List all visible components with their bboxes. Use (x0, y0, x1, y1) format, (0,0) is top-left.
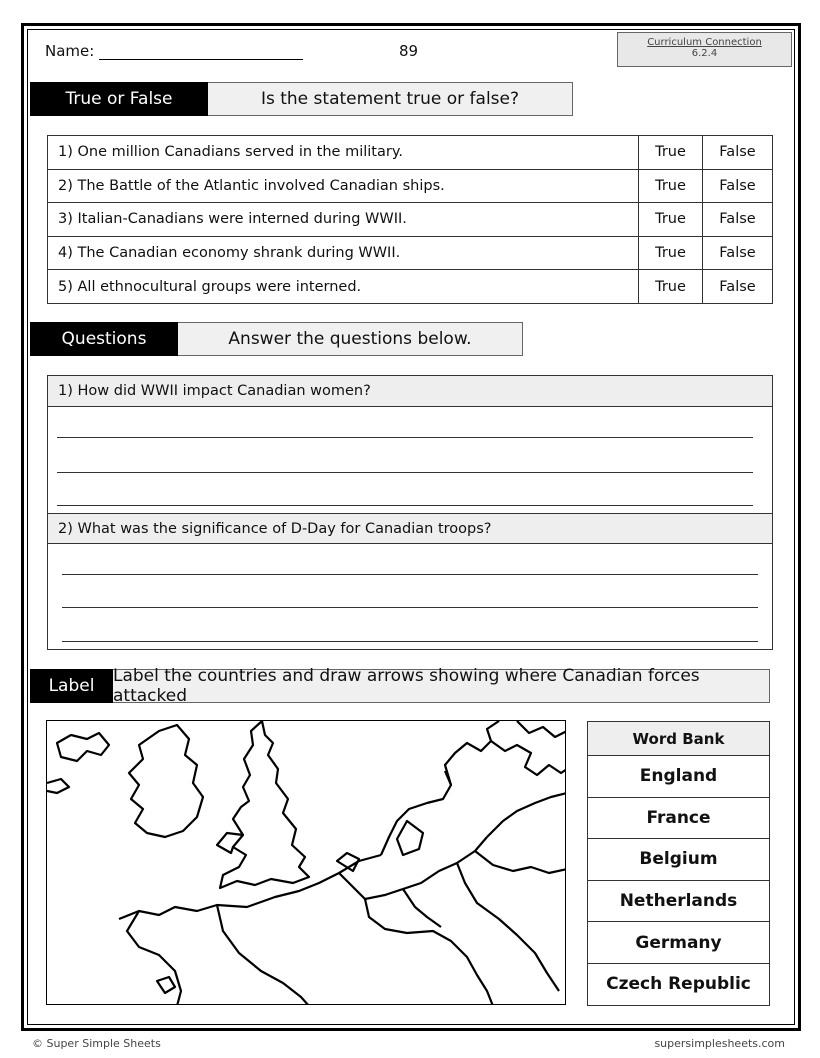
word-bank-item: England (588, 756, 770, 798)
true-option[interactable]: True (639, 169, 703, 203)
true-option[interactable]: True (639, 136, 703, 170)
map-ireland-outline (129, 725, 203, 837)
curriculum-code: 6.2.4 (691, 48, 718, 59)
map-denmark-outline (445, 721, 499, 785)
statement-text: 2) The Battle of the Atlantic involved Canadian ships. (48, 169, 639, 203)
map-border-lines (339, 837, 487, 899)
false-option[interactable]: False (703, 203, 773, 237)
statement-text: 1) One million Canadians served in the military. (48, 136, 639, 170)
table-row (48, 169, 773, 203)
word-bank-title: Word Bank (588, 722, 770, 756)
statement-text: 4) The Canadian economy shrank during WWII. (48, 236, 639, 270)
false-option[interactable]: False (703, 236, 773, 270)
answer-line[interactable] (57, 472, 753, 473)
true-false-instruction: Is the statement true or false? (208, 82, 573, 116)
question-1-prompt: 1) How did WWII impact Canadian women? (48, 376, 772, 407)
footer-copyright: © Super Simple Sheets (32, 1037, 161, 1050)
questions-label: Questions (30, 322, 178, 356)
statement-text: 5) All ethnocultural groups were interned. (48, 270, 639, 304)
table-row (48, 270, 773, 304)
label-section-instruction: Label the countries and draw arrows showing where Canadian forces attacked (113, 669, 770, 703)
table-row (48, 236, 773, 270)
true-option[interactable]: True (639, 270, 703, 304)
europe-outline-map[interactable] (46, 720, 566, 1005)
label-header (30, 666, 770, 706)
map-svg (47, 721, 566, 1005)
table-row (48, 203, 773, 237)
word-bank-item: Czech Republic (588, 963, 770, 1005)
map-britain-outline (220, 721, 309, 888)
page-number: 89 (399, 42, 419, 60)
map-netherlands-coast (381, 771, 451, 855)
questions-box (47, 375, 773, 650)
true-false-label: True or False (30, 82, 208, 116)
answer-line[interactable] (62, 607, 758, 608)
questions-header (30, 322, 523, 356)
answer-line[interactable] (57, 505, 753, 506)
true-option[interactable]: True (639, 203, 703, 237)
name-label: Name: (45, 42, 95, 60)
curriculum-connection-box (617, 32, 792, 67)
label-section-label: Label (30, 669, 113, 703)
word-bank-item: Germany (588, 922, 770, 964)
map-west-islands (57, 733, 109, 761)
word-bank-item: France (588, 797, 770, 839)
answer-line[interactable] (62, 574, 758, 575)
word-bank-item: Netherlands (588, 880, 770, 922)
name-field-line[interactable] (99, 59, 303, 60)
word-bank-item: Belgium (588, 839, 770, 881)
footer-website: supersimplesheets.com (654, 1037, 785, 1050)
answer-line[interactable] (57, 437, 753, 438)
false-option[interactable]: False (703, 270, 773, 304)
statement-text: 3) Italian-Canadians were interned during WWII. (48, 203, 639, 237)
false-option[interactable]: False (703, 136, 773, 170)
true-false-table (47, 135, 773, 304)
word-bank-table (587, 721, 770, 1006)
question-2-prompt: 2) What was the significance of D-Day for Canadian troops? (48, 513, 772, 544)
questions-instruction: Answer the questions below. (178, 322, 523, 356)
false-option[interactable]: False (703, 169, 773, 203)
table-row (48, 136, 773, 170)
answer-line[interactable] (62, 641, 758, 642)
true-option[interactable]: True (639, 236, 703, 270)
true-false-header (30, 82, 573, 116)
curriculum-title: Curriculum Connection (647, 37, 762, 48)
